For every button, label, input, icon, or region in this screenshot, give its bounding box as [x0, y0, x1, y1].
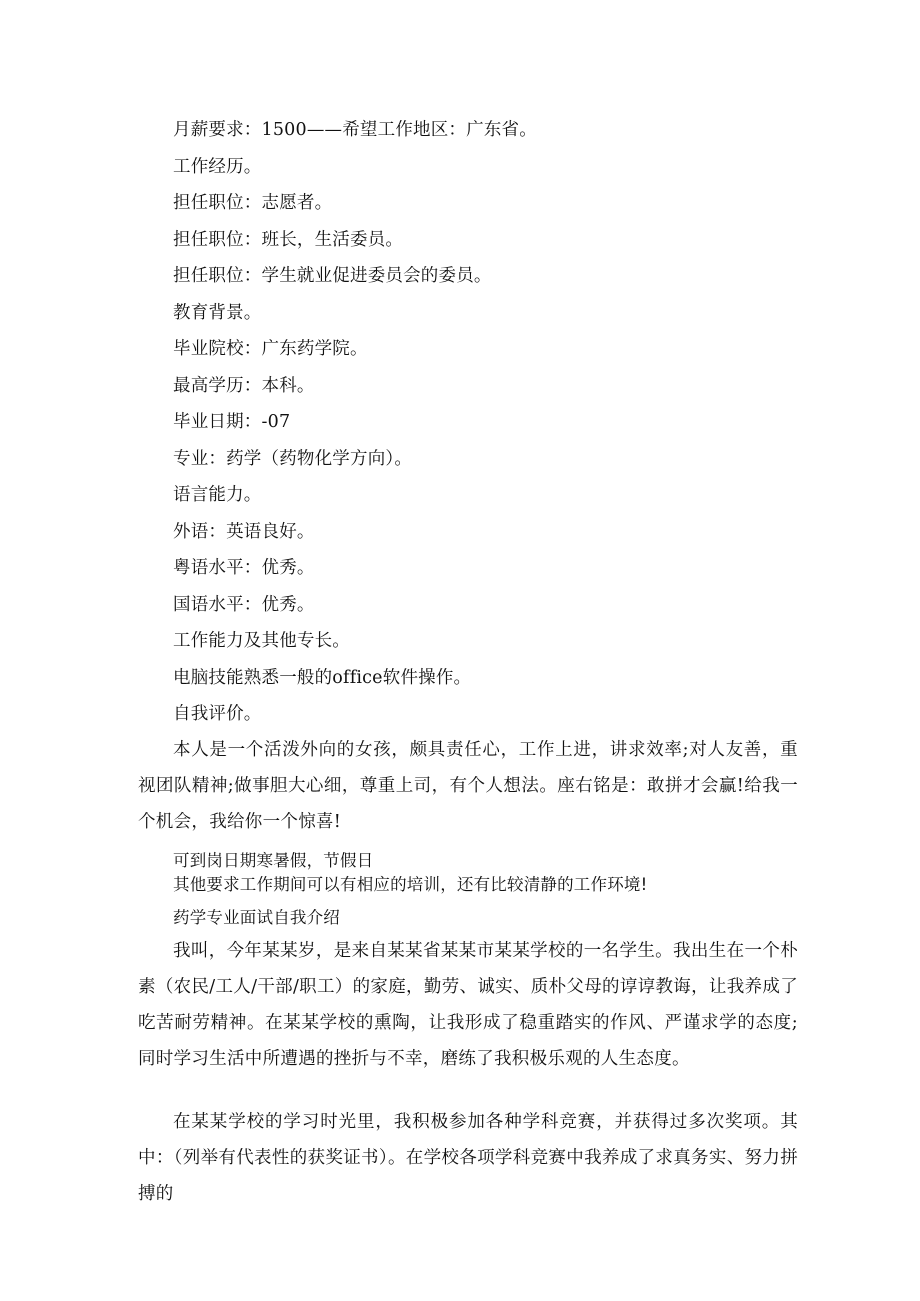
self-evaluation-heading: 自我评价。	[173, 704, 262, 724]
education-heading: 教育背景。	[173, 303, 262, 323]
position-line: 担任职位：学生就业促进委员会的委员。	[173, 266, 492, 286]
school-line: 毕业院校：广东药学院。	[173, 339, 368, 359]
intro-paragraph-2: 在某某学校的学习时光里，我积极参加各种学科竞赛，并获得过多次奖项。其中：（列举有代表性的获奖证书）。在学校各项学科竞赛中我养成了求真务实、努力拼搏的	[138, 1112, 798, 1204]
language-line: 国语水平：优秀。	[173, 595, 315, 615]
graduation-date-line: 毕业日期：-07	[173, 412, 291, 432]
intro-title: 药学专业面试自我介绍	[173, 908, 340, 927]
skills-heading: 工作能力及其他专长。	[173, 631, 350, 651]
language-line: 粤语水平：优秀。	[173, 558, 315, 578]
language-heading: 语言能力。	[173, 485, 262, 505]
work-experience-heading: 工作经历。	[173, 157, 262, 177]
availability-line: 可到岗日期寒暑假，节假日	[173, 851, 374, 870]
other-requirements-line: 其他要求工作期间可以有相应的培训，还有比较清静的工作环境!	[173, 875, 648, 894]
self-evaluation-paragraph: 本人是一个活泼外向的女孩，颇具责任心，工作上进，讲求效率;对人友善，重视团队精神;做事胆大心细，尊重上司，有个人想法。座右铭是：敢拼才会赢!给我一个机会，我给你一个惊喜!	[138, 740, 798, 832]
computer-skills-line: 电脑技能熟悉一般的office软件操作。	[173, 668, 472, 688]
intro-paragraph-1: 我叫，今年某某岁，是来自某某省某某市某某学校的一名学生。我出生在一个朴素（农民/工人/干部/职工）的家庭，勤劳、诚实、质朴父母的谆谆教诲，让我养成了吃苦耐劳精神。在某某学校的熏陶，让我形成了稳重踏实的作风、严谨求学的态度;同时学习生活中所遭遇的挫折与不幸，磨练了我积极乐观的人生态度。	[138, 941, 798, 1069]
position-line: 担任职位：志愿者。	[173, 193, 333, 213]
salary-location-line: 月薪要求：1500——希望工作地区：广东省。	[173, 120, 537, 140]
position-line: 担任职位：班长，生活委员。	[173, 230, 404, 250]
language-line: 外语：英语良好。	[173, 522, 315, 542]
degree-line: 最高学历：本科。	[173, 376, 315, 396]
major-line: 专业：药学（药物化学方向）。	[173, 449, 413, 469]
